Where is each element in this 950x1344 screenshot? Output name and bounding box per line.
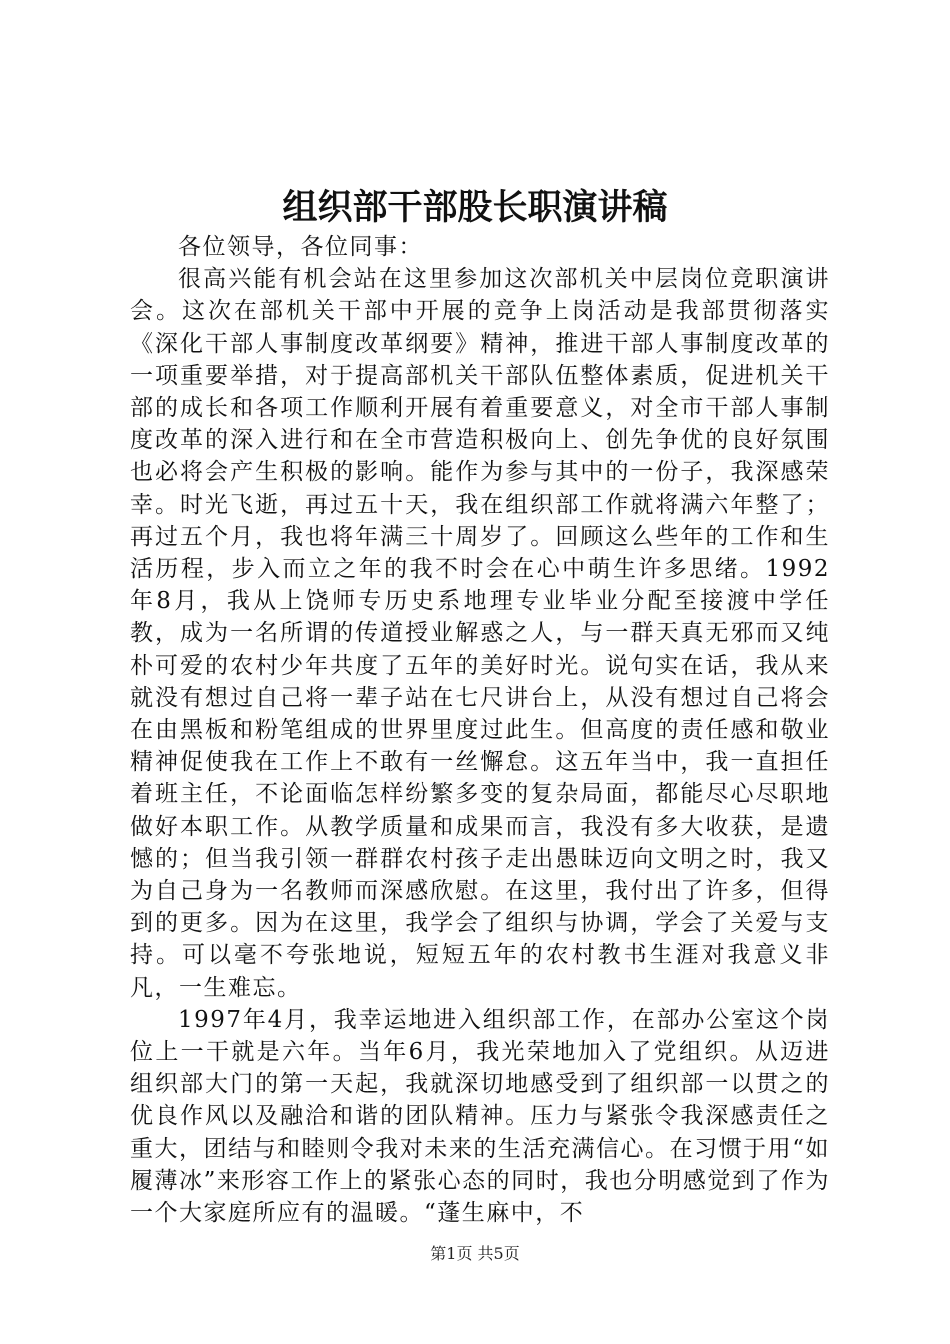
document-body [130, 231, 830, 1229]
page-footer: 第1页 共5页 [430, 1244, 520, 1263]
paragraph-2: 1997年4月，我幸运地进入组织部工作，在部办公室这个岗位上一干就是六年。当年6月，我光荣地加入了党组织。从迈进组织部大门的第一天起，我就深切地感受到了组织部一以贯之的优良作风以及融洽和谐的团队精神。压力与紧张令我深感责任之重大，团结与和睦则令我对未来的生活充满信心。在习惯于用“如履薄冰”来形容工作上的紧张心态的同时，我也分明感觉到了作为一个大家庭所应有的温暖。“蓬生麻中，不 [130, 1006, 830, 1227]
paragraph-1: 很高兴能有机会站在这里参加这次部机关中层岗位竞职演讲会。这次在部机关干部中开展的竞争上岗活动是我部贯彻落实《深化干部人事制度改革纲要》精神，推进干部人事制度改革的一项重要举措，对于提高部机关干部队伍整体素质，促进机关干部的成长和各项工作顺利开展有着重要意义，对全市干部人事制度改革的深入进行和在全市营造积极向上、创先争优的良好氛围也必将会产生积极的影响。能作为参与其中的一份子，我深感荣幸。时光飞逝，再过五十天，我在组织部工作就将满六年整了；再过五个月，我也将年满三十周岁了。回顾这么些年的工作和生活历程，步入而立之年的我不时会在心中萌生许多思绪。1992年8月，我从上饶师专历史系地理专业毕业分配至接渡中学任教，成为一名所谓的传道授业解惑之人，与一群天真无邪而又纯朴可爱的农村少年共度了五年的美好时光。说句实在话，我从来就没有想过自己将一辈子站在七尺讲台上，从没有想过自己将会在由黑板和粉笔组成的世界里度过此生。但高度的责任感和敬业精神促使我在工作上不敢有一丝懈怠。这五年当中，我一直担任着班主任，不论面临怎样纷繁多变的复杂局面，都能尽心尽职地做好本职工作。从教学质量和成果而言，我没有多大收获，是遗憾的；但当我引领一群群农村孩子走出愚昧迈向文明之时，我又为自己身为一名教师而深感欣慰。在这里，我付出了许多，但得到的更多。因为在这里，我学会了组织与协调，学会了关爱与支持。可以毫不夸张地说，短短五年的农村教书生涯对我意义非凡，一生难忘。 [130, 266, 830, 1001]
salutation: 各位领导，各位同事： [178, 234, 423, 260]
document-title: 组织部干部股长职演讲稿 [282, 187, 668, 228]
